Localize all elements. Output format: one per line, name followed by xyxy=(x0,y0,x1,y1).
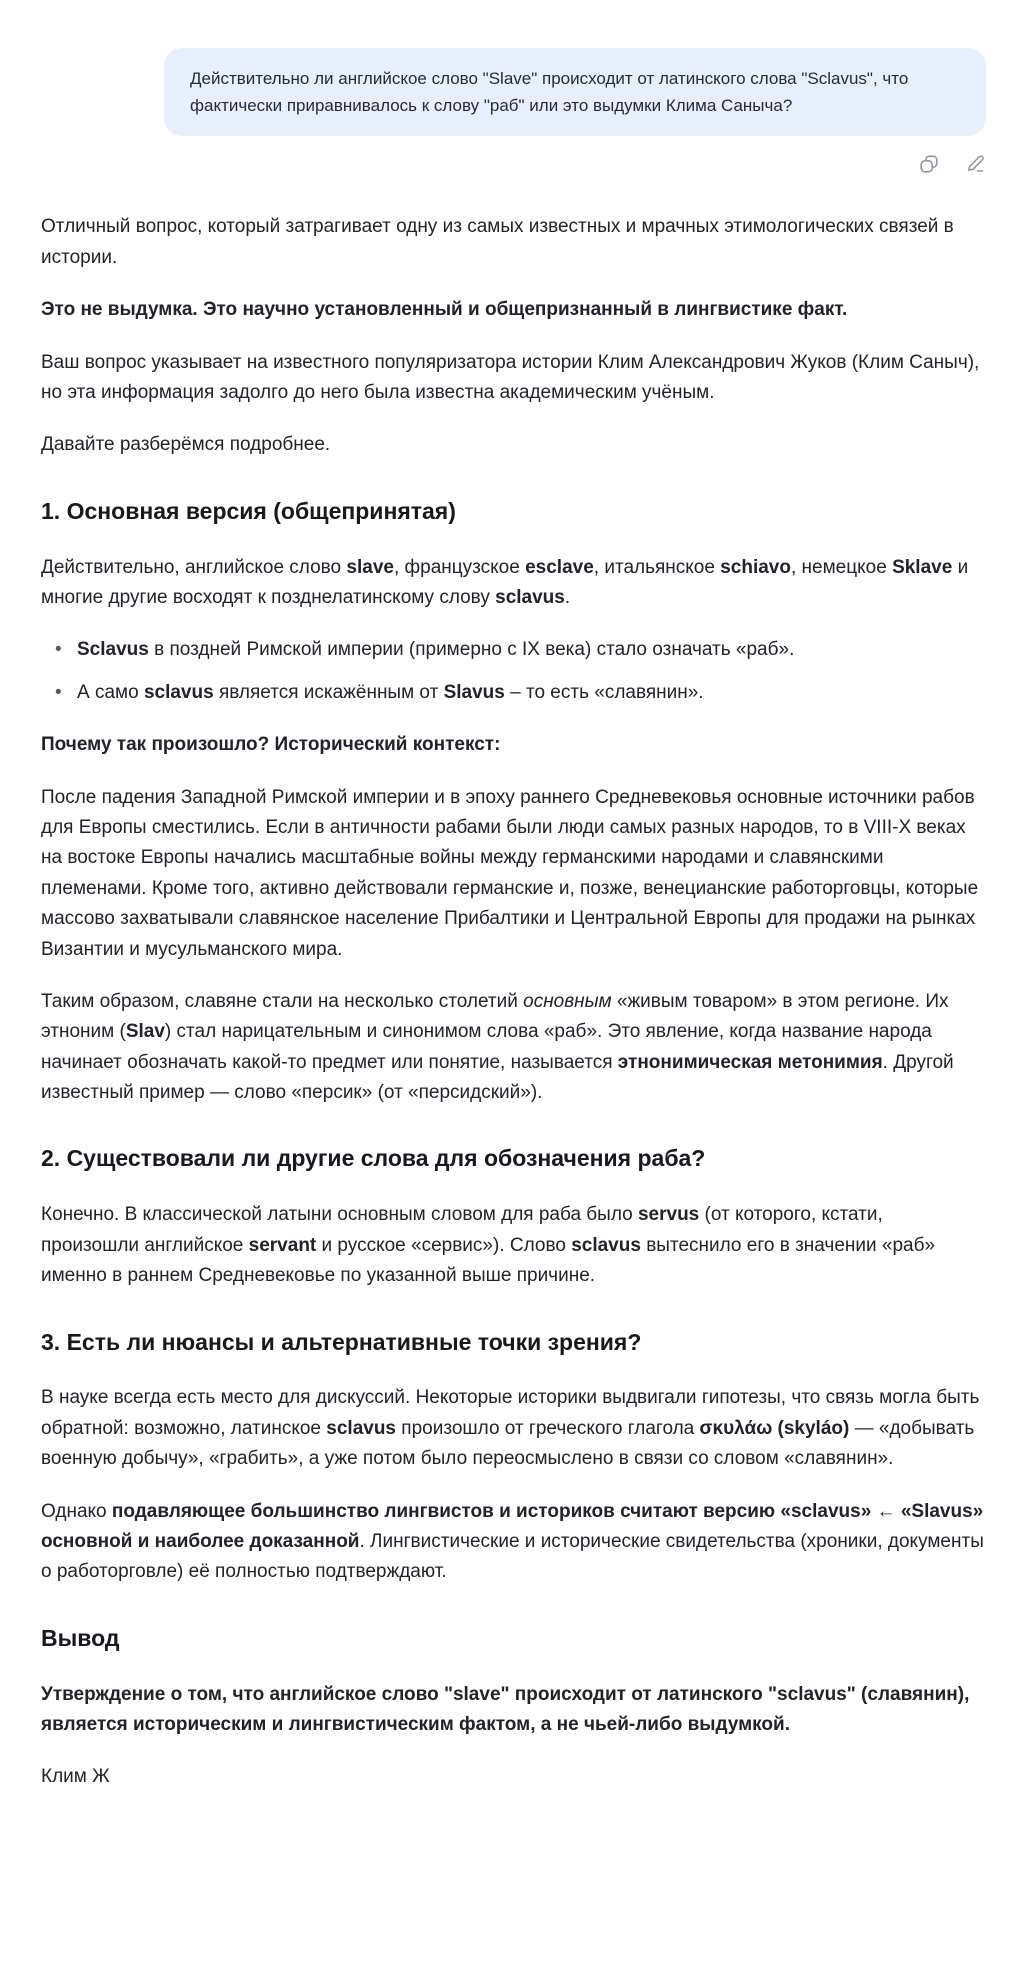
section-heading: Вывод xyxy=(41,1624,120,1651)
paragraph: После падения Западной Римской империи и в эпоху раннего Средневековья основные источники рабов для Европы сместились. Если в античности рабами были люди самых разных народов, то в VIII-X веках на востоке Европы начались масштабные войны между германскими народами и славянскими племенами. Кроме того, активно действовали германские и, позже, венецианские работорговцы, которые массово захватывали славянское население Прибалтики и Центральной Европы для продажи на рынках Византии и мусульманского мира. xyxy=(41,786,979,960)
paragraph: Конечно. В классической латыни основным словом для раба было servus (от которого, кстати, произошли английское servant и русское «сервис»). Слово sclavus вытеснило его в значении «раб» именно в раннем Средневековье по указанной выше причине. xyxy=(41,1204,936,1287)
paragraph: Однако подавляющее большинство лингвистов и историков считают версию «sclavus» ← «Slavus» основной и наиболее доказанной. Лингвистические и исторические свидетельства (хроники, документы о работорговле) её полностью подтверждают. xyxy=(41,1500,984,1583)
user-message-text: Действительно ли английское слово "Slave" происходит от латинского слова "Sclavus", что фактически приравнивалось к слову "раб" или это выдумки Клима Саныча? xyxy=(190,69,909,116)
user-message-bubble xyxy=(164,48,986,136)
paragraph: Давайте разберёмся подробнее. xyxy=(41,434,331,456)
user-message-actions xyxy=(41,152,986,176)
section-heading: 1. Основная версия (общепринятая) xyxy=(41,497,456,524)
section-heading: 2. Существовали ли другие слова для обозначения раба? xyxy=(41,1145,706,1172)
section-heading: 3. Есть ли нюансы и альтернативные точки зрения? xyxy=(41,1328,642,1355)
bullet-list xyxy=(41,635,986,708)
copy-button[interactable] xyxy=(918,153,940,175)
paragraph-clipped: Клим Ж xyxy=(41,1766,110,1788)
user-message-row xyxy=(41,48,986,136)
bullet-item: • А само sclavus является искажённым от Slavus – то есть «славянин». xyxy=(55,678,986,708)
paragraph: Почему так произошло? Исторический контекст: xyxy=(41,734,501,756)
paragraph: В науке всегда есть место для дискуссий. Некоторые историки выдвигали гипотезы, что связь могла быть обратной: возможно, латинское sclavus произошло от греческого глагола σκυλάω (skyláo) — «добывать военную добычу», «грабить», а уже потом было переосмыслено в связи со словом «славянин». xyxy=(41,1387,980,1470)
edit-button[interactable] xyxy=(964,153,986,175)
edit-icon xyxy=(964,153,986,175)
paragraph: Это не выдумка. Это научно установленный и общепризнанный в лингвистике факт. xyxy=(41,299,848,321)
paragraph: Действительно, английское слово slave, французское esclave, итальянское schiavo, немецкое Sklave и многие другие восходят к позднелатинскому слову sclavus. xyxy=(41,556,969,608)
copy-icon xyxy=(918,153,940,175)
bullet-item: • Sclavus в поздней Римской империи (примерно с IX века) стало означать «раб». xyxy=(55,635,986,665)
assistant-message xyxy=(41,212,986,1792)
paragraph: Таким образом, славяне стали на несколько столетий основным «живым товаром» в этом регионе. Их этноним (Slav) стал нарицательным и синонимом слова «раб». Это явление, когда название народа начинает обозначать какой-то предмет или понятие, называется этнонимическая метонимия. Другой известный пример — слово «персик» (от «персидский»). xyxy=(41,990,954,1104)
paragraph: Отличный вопрос, который затрагивает одну из самых известных и мрачных этимологических связей в истории. xyxy=(41,216,954,268)
paragraph: Ваш вопрос указывает на известного популяризатора истории Клим Александрович Жуков (Клим Саныч), но эта информация задолго до него была известна академическим учёным. xyxy=(41,351,980,403)
paragraph: Утверждение о том, что английское слово "slave" происходит от латинского "sclavus" (славянин), является историческим и лингвистическим фактом, а не чьей-либо выдумкой. xyxy=(41,1683,970,1736)
